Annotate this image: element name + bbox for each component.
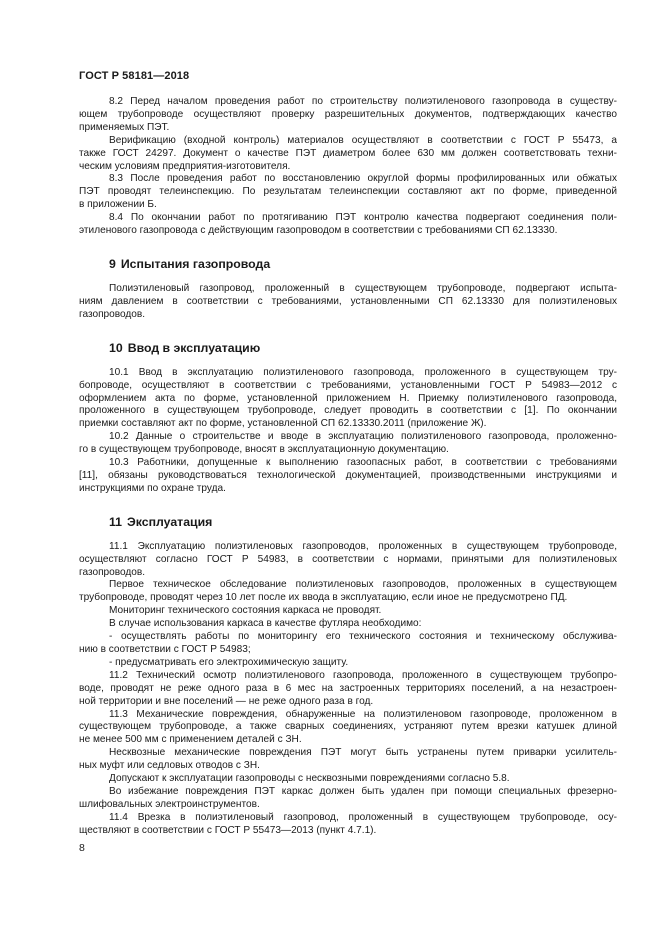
paragraph [79, 212, 617, 238]
text-line: инструкциями по охране труда. [79, 482, 226, 494]
section-number: 10 [109, 340, 123, 355]
section-title: Эксплуатация [127, 514, 213, 529]
text-line: осуществляют согласно ГОСТ Р 54983, в соответствии с нормами, принятыми для полиэтиленовых [79, 553, 617, 565]
paragraph [79, 283, 617, 322]
text-line: - предусматривать его электрохимическую защиту. [109, 656, 349, 668]
text-line: шлифовальных электроинструментов. [79, 798, 260, 810]
text-line: [11], обязаны руководствоваться технологической документацией, производственными инструкциями и [79, 469, 617, 481]
text-line: Первое техническое обследование полиэтиленовых газопроводов, проложенных в существующем [109, 579, 617, 591]
text-line: Допускают к эксплуатации газопроводы с несквозными повреждениями согласно 5.8. [109, 773, 510, 785]
paragraph [79, 786, 617, 812]
paragraph [79, 773, 617, 786]
text-line: 10.1 Ввод в эксплуатацию полиэтиленового газопровода, проложенного в существующем тру- [109, 366, 617, 378]
section-number: 9 [109, 256, 116, 271]
text-line: бопроводе, осуществляют в соответствии с требованиями, установленными ГОСТ Р 54983—2012 с [79, 379, 617, 391]
text-line: применяемых ПЭТ. [79, 121, 170, 133]
paragraph [79, 657, 617, 670]
text-line: газопроводов. [79, 308, 146, 320]
text-line: Полиэтиленовый газопровод, проложенный в существующем трубопроводе, подвергают испыта- [109, 282, 617, 294]
document-body [79, 96, 617, 838]
paragraph [79, 367, 617, 432]
text-line: 8.3 После проведения работ по восстановлению округлой формы профилированных или обжатых [109, 173, 617, 185]
text-line: 10.2 Данные о строительстве и вводе в эксплуатацию полиэтиленового газопровода, проложенно- [109, 431, 617, 443]
text-line: ниям давлением в соответствии с требованиями, установленными СП 62.13330 для полиэтиленовых [79, 295, 617, 307]
text-line: приемки составляют акт по форме, установленной СП 62.13330.2011 (приложение Ж). [79, 418, 487, 430]
section-heading [79, 257, 617, 272]
text-line: воде, проводят не реже одного раза в 6 мес на застроенных территориях поселений, а на незастроен- [79, 682, 617, 694]
text-line: этиленового газопровода с действующим газопроводом в соответствии с требованиями СП 62.13330. [79, 225, 558, 237]
text-line: ющем трубопроводе осуществляют проверку разрешительных документов, подтверждающих качество [79, 108, 617, 120]
text-line: ной территории и вне поселений — не реже одного раза в год. [79, 695, 374, 707]
text-line: ческим условиям предприятия-изготовителя. [79, 160, 291, 172]
text-line: нию в соответствии с ГОСТ Р 54983; [79, 644, 251, 655]
paragraph [79, 747, 617, 773]
paragraph [79, 457, 617, 496]
paragraph [79, 173, 617, 212]
text-line: Во избежание повреждения ПЭТ каркас должен быть удален при помощи специальных фрезерно- [109, 785, 617, 797]
paragraph [79, 135, 617, 174]
paragraph [79, 709, 617, 748]
text-line: Несквозные механические повреждения ПЭТ могут быть устранены путем приварки усилитель- [109, 747, 617, 759]
paragraph [79, 579, 617, 605]
paragraph [79, 670, 617, 709]
text-line: 11.2 Технический осмотр полиэтиленового газопровода, проложенного в существующем трубопро- [109, 669, 617, 681]
text-line: го в существующем трубопроводе, вносят в эксплуатационную документацию. [79, 444, 449, 456]
text-line: существующем трубопроводе, а также сварных соединениях, устраняют путем врезки катушек длиной [79, 721, 617, 733]
text-line: не менее 500 мм с применением деталей с ЗН. [79, 734, 302, 746]
paragraph [79, 541, 617, 580]
paragraph [79, 618, 617, 631]
paragraph [79, 631, 617, 657]
paragraph [79, 96, 617, 135]
text-line: Мониторинг технического состояния каркаса не проводят. [109, 605, 382, 617]
section-title: Испытания газопровода [120, 256, 271, 271]
text-line: В случае использования каркаса в качестве футляра необходимо: [109, 618, 422, 630]
text-line: 11.1 Эксплуатацию полиэтиленовых газопроводов, проложенных в существующем трубопроводе, [109, 540, 617, 552]
text-line: ных муфт или седловых отводов с ЗН. [79, 760, 260, 772]
text-line: 10.3 Работники, допущенные к выполнению газоопасных работ, в соответствии с требованиями [109, 457, 617, 469]
text-line: в приложении Б. [79, 199, 157, 211]
text-line: ПЭТ проводят телеинспекцию. По результатам телеинспекции составляют акт по форме, приведенной [79, 186, 617, 198]
paragraph [79, 431, 617, 457]
section-heading [79, 341, 617, 356]
text-line: трубопроводе, проводят через 10 лет после их ввода в эксплуатацию, если иное не предусмотрено ПД. [79, 592, 568, 604]
text-line: 11.3 Механические повреждения, обнаруженные на полиэтиленовом газопроводе, проложенном в [109, 708, 617, 720]
text-line: оформлением акта по форме, установленной приложением Н. Приемку полиэтиленового газопровода, [79, 392, 617, 404]
section-heading [79, 515, 617, 530]
text-line: 11.4 Врезка в полиэтиленовый газопровод, проложенный в существующем трубопроводе, осу- [109, 811, 617, 823]
text-line: 8.2 Перед началом проведения работ по строительству полиэтиленового газопровода в существу- [109, 96, 617, 107]
text-line: также ГОСТ 24297. Документ о качестве ПЭТ диаметром более 630 мм должен соответствовать техни- [79, 147, 617, 159]
document-header: ГОСТ Р 58181—2018 [79, 70, 190, 82]
paragraph [79, 812, 617, 838]
text-line: 8.4 По окончании работ по протягиванию ПЭТ контролю качества подвергают соединения поли- [109, 212, 617, 224]
section-number: 11 [109, 514, 122, 529]
text-line: ществляют в соответствии с ГОСТ Р 55473—2013 (пункт 4.7.1). [79, 824, 377, 836]
page-number: 8 [79, 842, 85, 854]
section-title: Ввод в эксплуатацию [127, 340, 261, 355]
text-line: газопроводов. [79, 566, 146, 578]
paragraph [79, 605, 617, 618]
text-line: Верификацию (входной контроль) материалов осуществляют в соответствии с ГОСТ Р 55473, а [109, 134, 617, 146]
text-line: проложенного в существующем трубопроводе, следует проводить в соответствии с [1]. По окончании [79, 405, 617, 417]
text-line: - осуществлять работы по мониторингу его технического состояния и техническому обслужива- [109, 631, 617, 643]
